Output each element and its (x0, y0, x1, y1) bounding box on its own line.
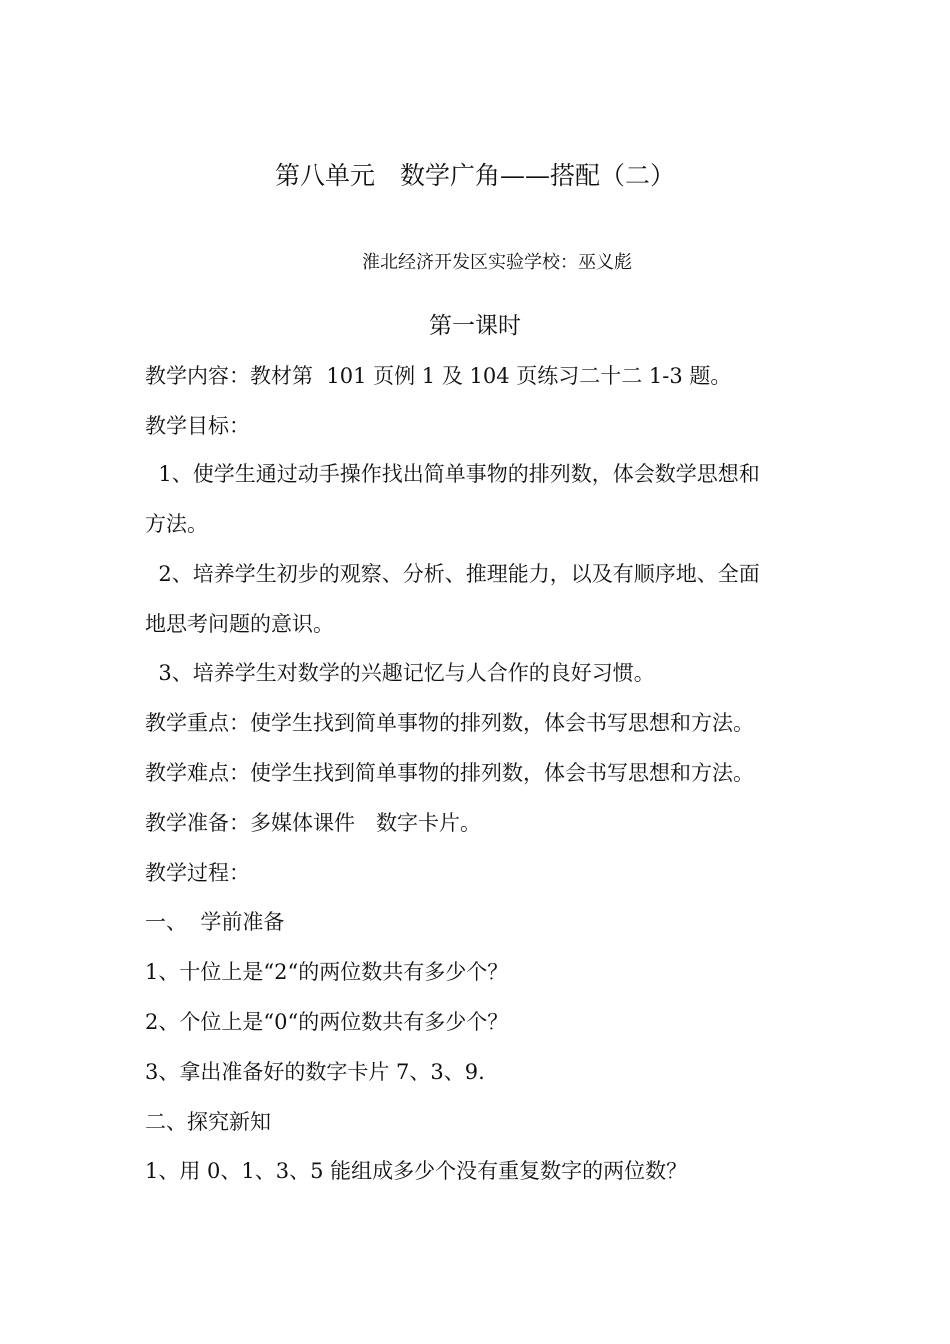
lesson-heading: 第一课时 (429, 313, 521, 339)
teaching-content: 教学内容：教材第 101 页例 1 及 104 页练习二十二 1-3 题。 (145, 364, 732, 388)
goal-1-line-2: 方法。 (145, 512, 208, 536)
teaching-difficulty: 教学难点：使学生找到简单事物的排列数，体会书写思想和方法。 (145, 761, 754, 785)
question-4: 1、用 0、1、3、5 能组成多少个没有重复数字的两位数？ (145, 1159, 688, 1183)
teaching-process-label: 教学过程： (145, 861, 250, 885)
teaching-goals-label: 教学目标： (145, 414, 250, 438)
goal-1-line-1: 1、使学生通过动手操作找出简单事物的排列数，体会数学思想和 (145, 462, 760, 486)
goal-2-line-1: 2、培养学生初步的观察、分析、推理能力，以及有顺序地、全面 (145, 562, 760, 586)
teaching-preparation: 教学准备：多媒体课件 数字卡片。 (145, 811, 481, 835)
document-title: 第八单元 数学广角——搭配（二） (274, 161, 675, 190)
question-1: 1、十位上是“2“的两位数共有多少个？ (145, 960, 509, 984)
section-2-heading: 二、探究新知 (145, 1110, 271, 1134)
teaching-key-point: 教学重点：使学生找到简单事物的排列数，体会书写思想和方法。 (145, 711, 754, 735)
goal-3: 3、培养学生对数学的兴趣记忆与人合作的良好习惯。 (145, 661, 655, 685)
goal-2-line-2: 地思考问题的意识。 (145, 612, 334, 636)
author-line: 淮北经济开发区实验学校：巫义彪 (362, 252, 632, 273)
question-2: 2、个位上是“0“的两位数共有多少个？ (145, 1010, 509, 1034)
question-3: 3、拿出准备好的数字卡片 7、3、9. (145, 1060, 485, 1084)
section-1-heading: 一、 学前准备 (145, 910, 285, 934)
